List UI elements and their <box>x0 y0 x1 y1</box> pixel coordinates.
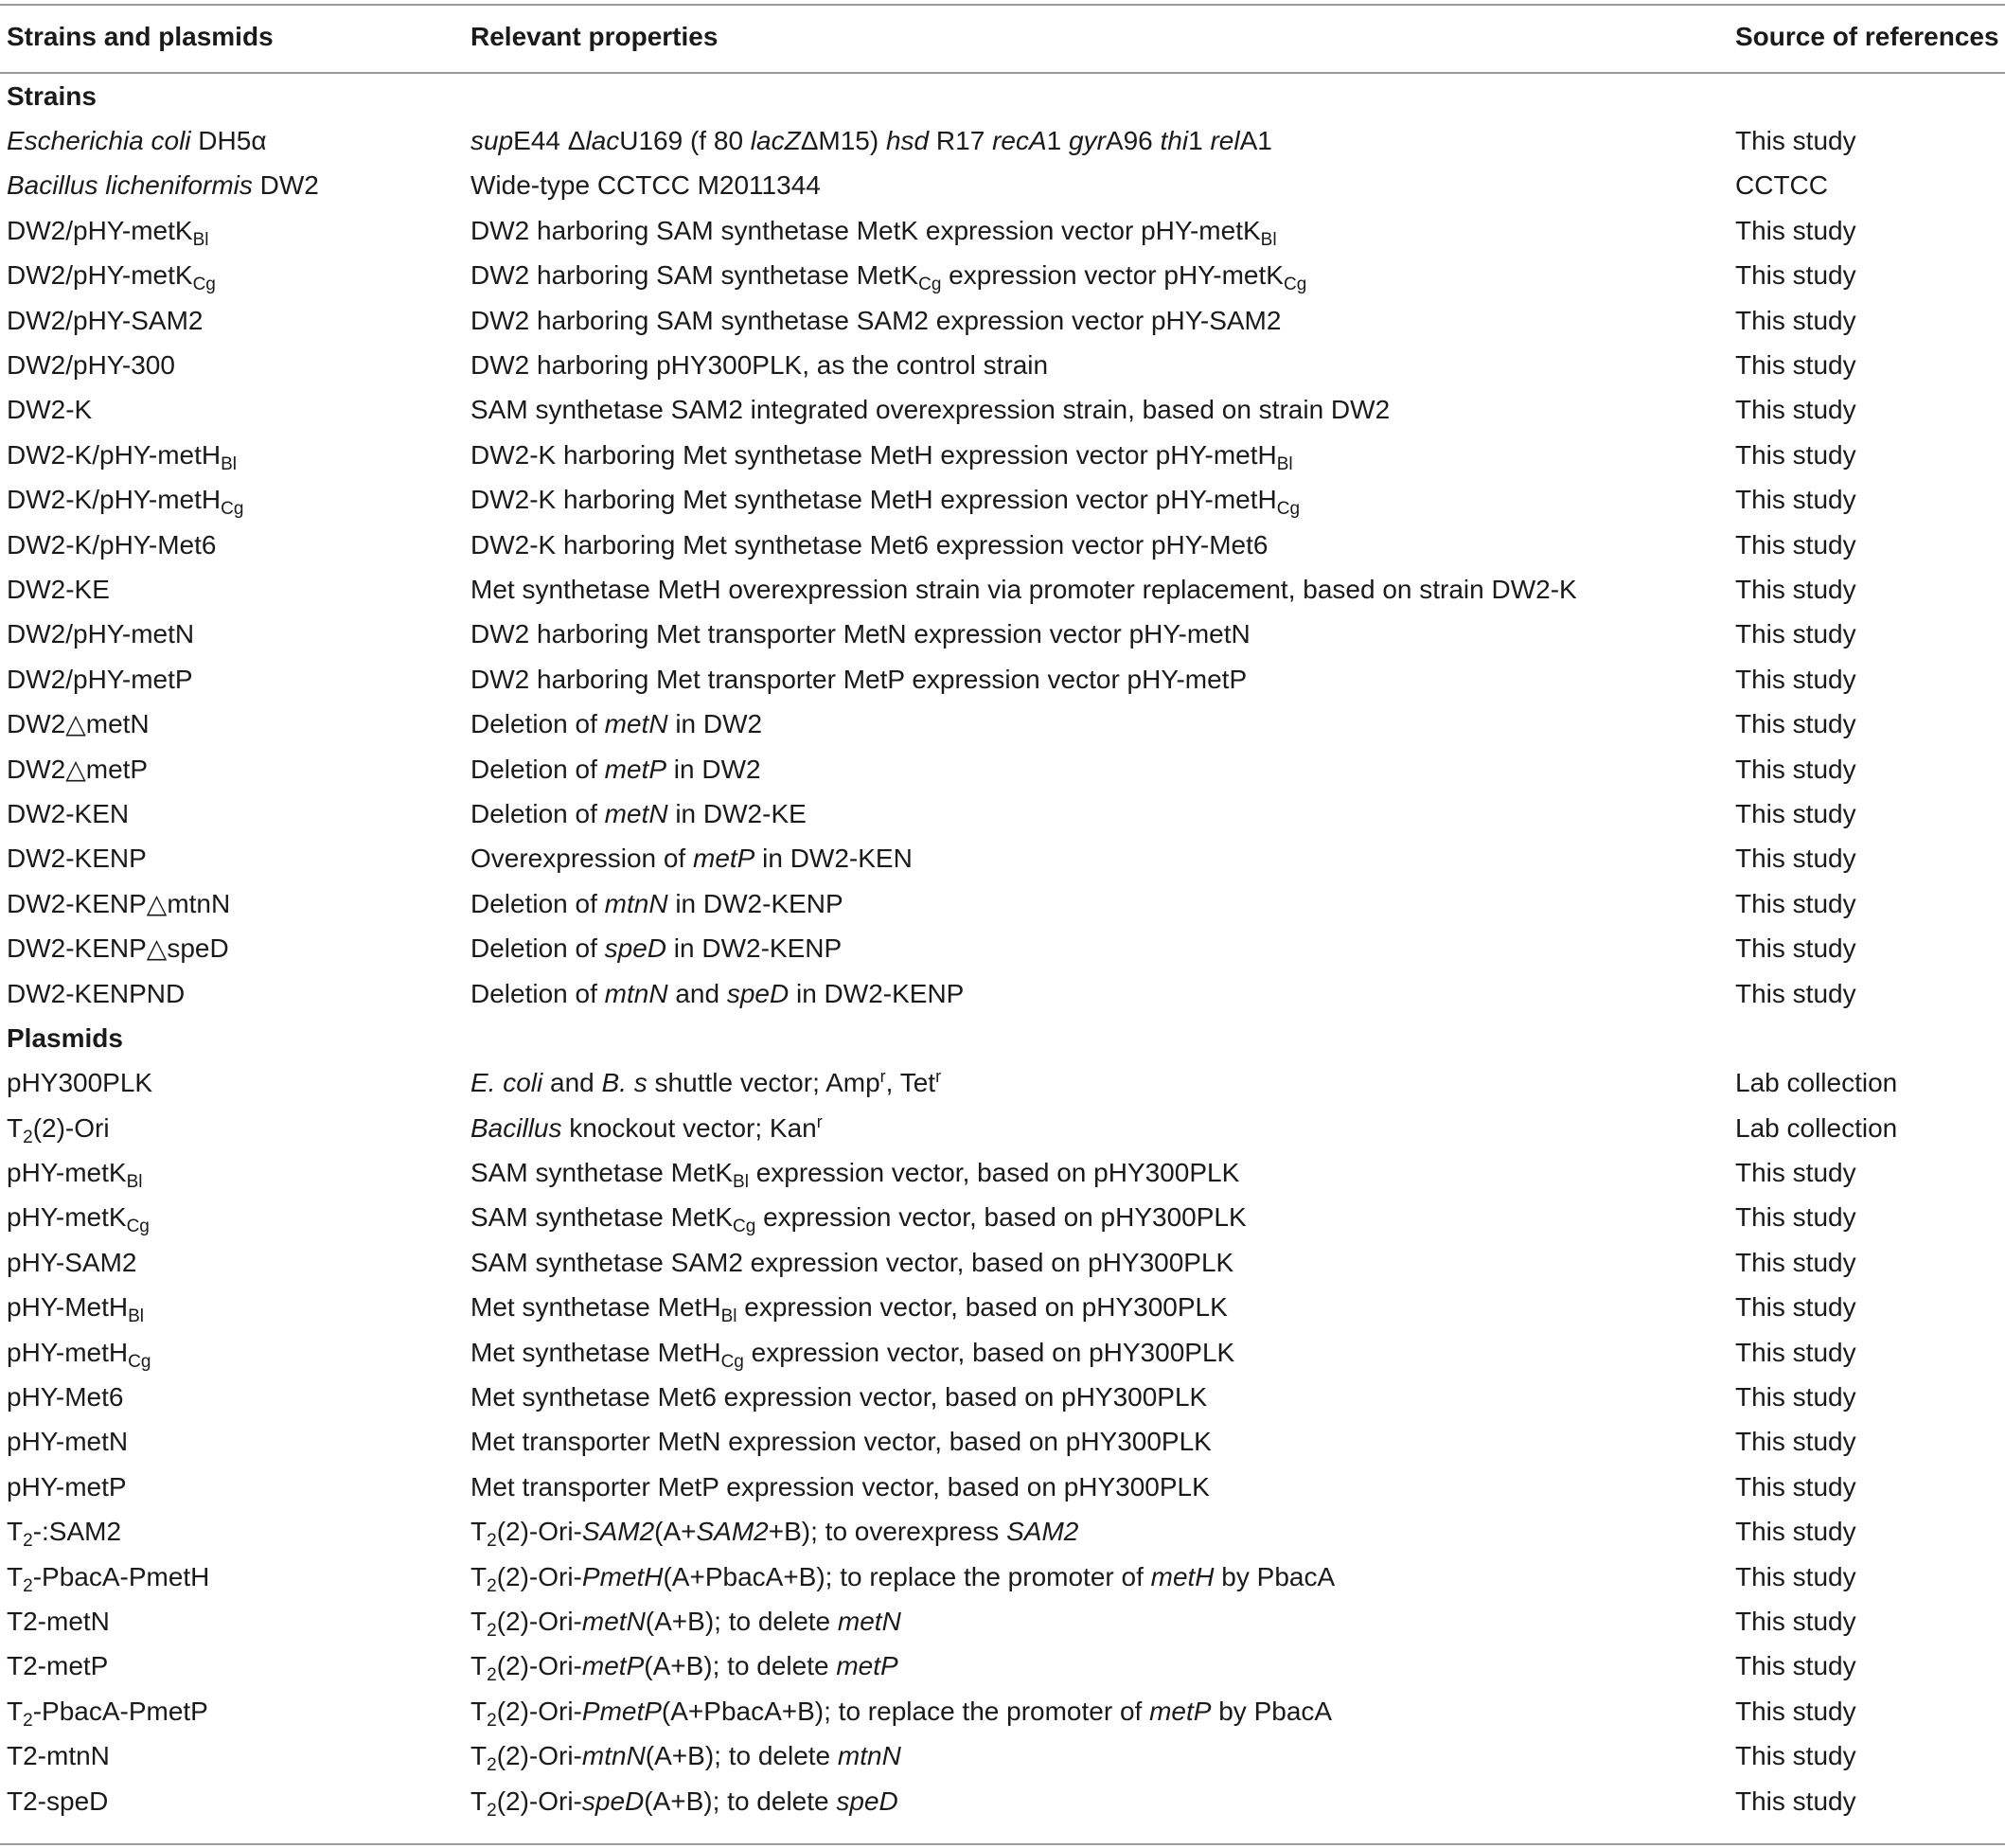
italic-text: mtnN <box>604 888 668 918</box>
italic-text: mtnN <box>837 1741 901 1771</box>
italic-text: recA <box>992 126 1047 156</box>
strain-plasmid-name: pHY-MetH$_{Bl}$ <box>7 1292 145 1327</box>
relevant-properties: Bacillus knockout vector; Kan$^r$ <box>470 1111 823 1143</box>
table-row <box>0 118 2005 163</box>
italic-text: metH <box>1150 1561 1215 1591</box>
subscript-text: Bl <box>720 1306 737 1327</box>
strain-plasmid-name: DW2-KENP△speD <box>7 933 229 964</box>
table-row <box>0 1240 2005 1285</box>
table-row <box>0 1689 2005 1733</box>
italic-text: SAM2 <box>696 1517 769 1547</box>
column-header-strains: Strains and plasmids <box>7 22 274 51</box>
strain-plasmid-name: $T_2-PbacA$-PmetH <box>7 1561 210 1596</box>
relevant-properties: supE44 ΔlacU169 (f 80 lacZΔM15) hsd R17 recA1 gyrA96 thi1 relA1 <box>470 126 1272 156</box>
strain-plasmid-name: T2-speD <box>7 1786 109 1816</box>
italic-text: lacZ <box>750 126 801 156</box>
source-reference: This study <box>1735 1382 1856 1413</box>
italic-text: thi <box>1160 126 1189 156</box>
italic-text: mtnN <box>604 978 668 1008</box>
subscript-text: Cg <box>720 1351 744 1372</box>
strain-plasmid-name: DW2/pHY-metP <box>7 664 193 694</box>
source-reference: This study <box>1735 1786 1856 1816</box>
table-row <box>0 1555 2005 1599</box>
column-header-properties: Relevant properties <box>470 22 719 51</box>
table-row <box>0 1150 2005 1195</box>
subscript-text: 2 <box>487 1620 497 1641</box>
table-row <box>0 1061 2005 1106</box>
source-reference: This study <box>1735 619 1856 649</box>
superscript-text: r <box>935 1067 942 1087</box>
relevant-properties: $T_2(2)-Ori-SAM2(A+SAM2+B)$; to overexpress SAM2 <box>470 1517 1079 1552</box>
strain-plasmid-name: T2-metP <box>7 1651 109 1681</box>
strain-plasmid-name: pHY300PLK <box>7 1068 153 1098</box>
table-row <box>0 343 2005 387</box>
subscript-text: Cg <box>1276 499 1301 520</box>
table-row <box>0 837 2005 881</box>
strain-plasmid-name: DW2-KENPND <box>7 978 186 1008</box>
italic-text: Escherichia coli <box>7 126 191 156</box>
strain-plasmid-name: DW2△metN <box>7 709 150 739</box>
source-reference: Lab collection <box>1735 1112 1898 1143</box>
source-reference: This study <box>1735 754 1856 784</box>
subscript-text: Cg <box>1283 275 1307 295</box>
source-reference: This study <box>1735 664 1856 694</box>
superscript-text: r <box>816 1111 823 1131</box>
source-reference: This study <box>1735 215 1856 245</box>
table-row <box>0 1330 2005 1375</box>
source-reference: Lab collection <box>1735 1068 1898 1098</box>
strain-plasmid-name: DW2-K <box>7 395 93 425</box>
strain-plasmid-name: DW2-K/pHY-metH$_{Cg}$ <box>7 485 244 520</box>
source-reference: This study <box>1735 1292 1856 1323</box>
table-row <box>0 388 2005 433</box>
strain-plasmid-name: DW2-KENP△mtnN <box>7 888 231 918</box>
strain-plasmid-name: DW2△metP <box>7 754 149 784</box>
italic-text: metP <box>581 1651 645 1681</box>
italic-text: SAM2 <box>581 1517 655 1547</box>
italic-text: lac <box>585 126 620 156</box>
subscript-text: Bl <box>128 1306 145 1327</box>
italic-text: speD <box>836 1786 898 1816</box>
source-reference: This study <box>1735 1651 1856 1681</box>
relevant-properties: Met synthetase MetH overexpression strain via promoter replacement, based on strain DW2-K <box>470 574 1577 604</box>
table-row <box>0 1599 2005 1644</box>
relevant-properties: Deletion of metN in DW2-KE <box>470 798 807 828</box>
table-row <box>0 1286 2005 1330</box>
subscript-text: 2 <box>487 1800 497 1821</box>
italic-text: B. s <box>601 1068 648 1098</box>
table-row <box>0 1779 2005 1823</box>
source-reference: This study <box>1735 1517 1856 1547</box>
relevant-properties: Met synthetase MetH$_{Cg}$ expression vector, based on pHY300PLK <box>470 1337 1235 1372</box>
relevant-properties: DW2-K harboring Met synthetase MetH expression vector pHY-metH$_{Bl}$ <box>470 439 1293 474</box>
italic-text: rel <box>1210 126 1240 156</box>
subscript-text: 2 <box>487 1575 497 1596</box>
relevant-properties: DW2 harboring SAM synthetase MetK$_{Cg}$ expression vector pHY-metK$_{Cg}$ <box>470 260 1307 295</box>
source-reference: CCTCC <box>1735 170 1828 201</box>
strain-plasmid-name: pHY-SAM2 <box>7 1247 137 1277</box>
table-row <box>0 1106 2005 1150</box>
relevant-properties: SAM synthetase MetK$_{Cg}$ expression vector, based on pHY300PLK <box>470 1202 1247 1237</box>
relevant-properties: $T_2(2)-Ori-metP(A+B)$; to delete metP <box>470 1651 898 1686</box>
section-row-strains <box>0 74 2005 118</box>
subscript-text: Cg <box>192 275 216 295</box>
source-reference: This study <box>1735 350 1856 381</box>
relevant-properties: Overexpression of metP in DW2-KEN <box>470 844 913 874</box>
relevant-properties: DW2 harboring SAM synthetase MetK expression vector pHY-metK$_{Bl}$ <box>470 215 1277 250</box>
superscript-text: r <box>879 1067 886 1087</box>
italic-text: Bacillus <box>470 1112 562 1143</box>
relevant-properties: Met transporter MetN expression vector, based on pHY300PLK <box>470 1427 1212 1457</box>
table-row <box>0 164 2005 208</box>
subscript-text: 2 <box>487 1755 497 1776</box>
italic-text: gyr <box>1069 126 1106 156</box>
table-row <box>0 1644 2005 1689</box>
source-reference: This study <box>1735 485 1856 515</box>
italic-text: metP <box>836 1651 898 1681</box>
source-reference: This study <box>1735 1247 1856 1277</box>
relevant-properties: Deletion of mtnN and speD in DW2-KENP <box>470 978 965 1008</box>
italic-text: speD <box>581 1786 645 1816</box>
table-row <box>0 523 2005 567</box>
subscript-text: Bl <box>1260 229 1277 250</box>
strain-plasmid-name: $T_2-:SAM2$ <box>7 1517 122 1552</box>
strain-plasmid-name: pHY-metH$_{Cg}$ <box>7 1337 151 1372</box>
subscript-text: 2 <box>487 1665 497 1686</box>
section-heading: Plasmids <box>7 1022 123 1053</box>
table-row <box>0 971 2005 1016</box>
table-row <box>0 567 2005 612</box>
subscript-text: Bl <box>221 453 238 474</box>
strain-plasmid-name: DW2/pHY-300 <box>7 350 175 381</box>
source-reference: This study <box>1735 1427 1856 1457</box>
table-row <box>0 1465 2005 1509</box>
relevant-properties: $T_2(2)-Ori-speD(A+B)$; to delete speD <box>470 1786 898 1821</box>
table-row <box>0 478 2005 523</box>
source-reference: This study <box>1735 574 1856 604</box>
relevant-properties: Met synthetase Met6 expression vector, based on pHY300PLK <box>470 1382 1208 1413</box>
italic-text: metP <box>1149 1696 1212 1726</box>
relevant-properties: SAM synthetase MetK$_{Bl}$ expression vector, based on pHY300PLK <box>470 1158 1240 1193</box>
strain-plasmid-name: DW2-K/pHY-metH$_{Bl}$ <box>7 439 238 474</box>
table-row <box>0 1733 2005 1778</box>
strain-plasmid-name: $T_2(2)$-Ori <box>7 1112 110 1147</box>
subscript-text: 2 <box>23 1127 33 1147</box>
strain-plasmid-name: Escherichia coli DH5α <box>7 126 267 156</box>
strain-plasmid-name: DW2/pHY-metK$_{Cg}$ <box>7 260 216 295</box>
subscript-text: 2 <box>487 1531 497 1552</box>
source-reference: This study <box>1735 1158 1856 1188</box>
source-reference: This study <box>1735 978 1856 1008</box>
source-reference: This study <box>1735 395 1856 425</box>
italic-text: metN <box>604 709 668 739</box>
strain-plasmid-name: DW2-K/pHY-Met6 <box>7 529 217 560</box>
strain-plasmid-name: DW2/pHY-metK$_{Bl}$ <box>7 215 209 250</box>
italic-text: mtnN <box>581 1741 646 1771</box>
source-reference: This study <box>1735 709 1856 739</box>
source-reference: This study <box>1735 260 1856 291</box>
italic-text: metN <box>837 1606 901 1636</box>
table-row <box>0 433 2005 477</box>
relevant-properties: Deletion of speD in DW2-KENP <box>470 933 843 964</box>
relevant-properties: DW2-K harboring Met synthetase Met6 expression vector pHY-Met6 <box>470 529 1269 560</box>
source-reference: This study <box>1735 933 1856 964</box>
italic-text: metP <box>693 844 755 874</box>
source-reference: This study <box>1735 1202 1856 1233</box>
italic-text: PmetP <box>581 1696 662 1726</box>
italic-text: metN <box>604 798 668 828</box>
source-reference: This study <box>1735 1561 1856 1591</box>
relevant-properties: $T_2(2)-Ori-mtnN(A+B)$; to delete mtnN <box>470 1741 901 1776</box>
strain-plasmid-name: DW2-KEN <box>7 798 130 828</box>
italic-text: hsd <box>885 126 930 156</box>
subscript-text: Cg <box>128 1351 151 1372</box>
source-reference: This study <box>1735 126 1856 156</box>
relevant-properties: $T_2(2)-Ori-PmetH(A+PbacA+B)$; to replace the promoter of metH by PbacA <box>470 1561 1336 1596</box>
table-row <box>0 298 2005 343</box>
italic-text: metP <box>604 754 666 784</box>
relevant-properties: E. coli and B. s shuttle vector; Amp$^r$, Tet$^r$ <box>470 1067 942 1098</box>
relevant-properties: Met transporter MetP expression vector, based on pHY300PLK <box>470 1471 1210 1502</box>
relevant-properties: $T_2(2)-Ori-PmetP(A+PbacA+B)$; to replace the promoter of metP by PbacA <box>470 1696 1333 1731</box>
strain-plasmid-name: DW2/pHY-SAM2 <box>7 305 204 335</box>
relevant-properties: DW2 harboring SAM synthetase SAM2 expression vector pHY-SAM2 <box>470 305 1282 335</box>
source-reference: This study <box>1735 529 1856 560</box>
strain-plasmid-name: pHY-metK$_{Cg}$ <box>7 1202 150 1237</box>
subscript-text: 2 <box>23 1575 33 1596</box>
table-row <box>0 1196 2005 1240</box>
italic-text: metN <box>581 1606 646 1636</box>
relevant-properties: DW2 harboring pHY300PLK, as the control strain <box>470 350 1049 381</box>
table-row <box>0 926 2005 970</box>
italic-text: Bacillus licheniformis <box>7 170 253 201</box>
source-reference: This study <box>1735 1741 1856 1771</box>
subscript-text: Cg <box>126 1217 150 1237</box>
subscript-text: Bl <box>733 1172 749 1193</box>
italic-text: speD <box>604 933 667 964</box>
column-header-source: Source of references <box>1735 22 1999 51</box>
table-header <box>0 0 2005 74</box>
table-row <box>0 702 2005 746</box>
subscript-text: Bl <box>126 1172 143 1193</box>
strain-plasmid-name: pHY-metN <box>7 1427 129 1457</box>
italic-text: speD <box>726 978 790 1008</box>
subscript-text: 2 <box>23 1531 33 1552</box>
source-reference: This study <box>1735 1606 1856 1636</box>
subscript-text: 2 <box>23 1710 33 1731</box>
source-reference: This study <box>1735 305 1856 335</box>
relevant-properties: SAM synthetase SAM2 expression vector, based on pHY300PLK <box>470 1247 1234 1277</box>
table-row <box>0 791 2005 836</box>
relevant-properties: SAM synthetase SAM2 integrated overexpression strain, based on strain DW2 <box>470 395 1391 425</box>
strain-plasmid-name: Bacillus licheniformis DW2 <box>7 170 319 201</box>
strain-plasmid-name: $T_2-PbacA$-PmetP <box>7 1696 208 1731</box>
relevant-properties: DW2 harboring Met transporter MetP expression vector pHY-metP <box>470 664 1248 694</box>
table-row <box>0 881 2005 926</box>
table-row <box>0 613 2005 657</box>
relevant-properties: Deletion of metP in DW2 <box>470 754 761 784</box>
italic-text: SAM2 <box>1006 1517 1079 1547</box>
strain-plasmid-name: DW2/pHY-metN <box>7 619 195 649</box>
table-row <box>0 1375 2005 1419</box>
strain-plasmid-name: DW2-KE <box>7 574 110 604</box>
table-row <box>0 1420 2005 1465</box>
relevant-properties: Deletion of metN in DW2 <box>470 709 763 739</box>
section-row-plasmids <box>0 1016 2005 1060</box>
relevant-properties: Wide-type CCTCC M2011344 <box>470 170 821 201</box>
header-row <box>0 0 2005 74</box>
table-row <box>0 1510 2005 1555</box>
source-reference: This study <box>1735 439 1856 470</box>
subscript-text: Cg <box>733 1217 756 1237</box>
table-row <box>0 208 2005 253</box>
strain-plasmid-name: pHY-metP <box>7 1471 127 1502</box>
relevant-properties: DW2-K harboring Met synthetase MetH expression vector pHY-metH$_{Cg}$ <box>470 485 1301 520</box>
subscript-text: Bl <box>1276 453 1293 474</box>
source-reference: This study <box>1735 1696 1856 1726</box>
relevant-properties: Met synthetase MetH$_{Bl}$ expression vector, based on pHY300PLK <box>470 1292 1228 1327</box>
section-heading: Strains <box>7 80 97 111</box>
strain-plasmid-name: DW2-KENP <box>7 844 147 874</box>
source-reference: This study <box>1735 1471 1856 1502</box>
table-row <box>0 254 2005 298</box>
strain-plasmid-name: pHY-Met6 <box>7 1382 124 1413</box>
relevant-properties: $T_2(2)-Ori-metN(A+B)$; to delete metN <box>470 1606 901 1641</box>
source-reference: This study <box>1735 888 1856 918</box>
table-body <box>0 74 2005 1823</box>
italic-text: E. coli <box>470 1068 543 1098</box>
table-row <box>0 657 2005 702</box>
relevant-properties: Deletion of mtnN in DW2-KENP <box>470 888 843 918</box>
relevant-properties: DW2 harboring Met transporter MetN expression vector pHY-metN <box>470 619 1251 649</box>
strain-plasmid-name: T2-mtnN <box>7 1741 110 1771</box>
bottom-rule <box>0 1843 2005 1845</box>
italic-text: sup <box>470 126 514 156</box>
subscript-text: Bl <box>192 229 209 250</box>
table-row <box>0 747 2005 791</box>
subscript-text: 2 <box>487 1710 497 1731</box>
strain-plasmid-name: pHY-metK$_{Bl}$ <box>7 1158 143 1193</box>
subscript-text: Cg <box>918 275 942 295</box>
source-reference: This study <box>1735 1337 1856 1367</box>
source-reference: This study <box>1735 844 1856 874</box>
italic-text: PmetH <box>581 1561 664 1591</box>
strain-plasmid-name: T2-metN <box>7 1606 110 1636</box>
source-reference: This study <box>1735 798 1856 828</box>
subscript-text: Cg <box>221 499 244 520</box>
